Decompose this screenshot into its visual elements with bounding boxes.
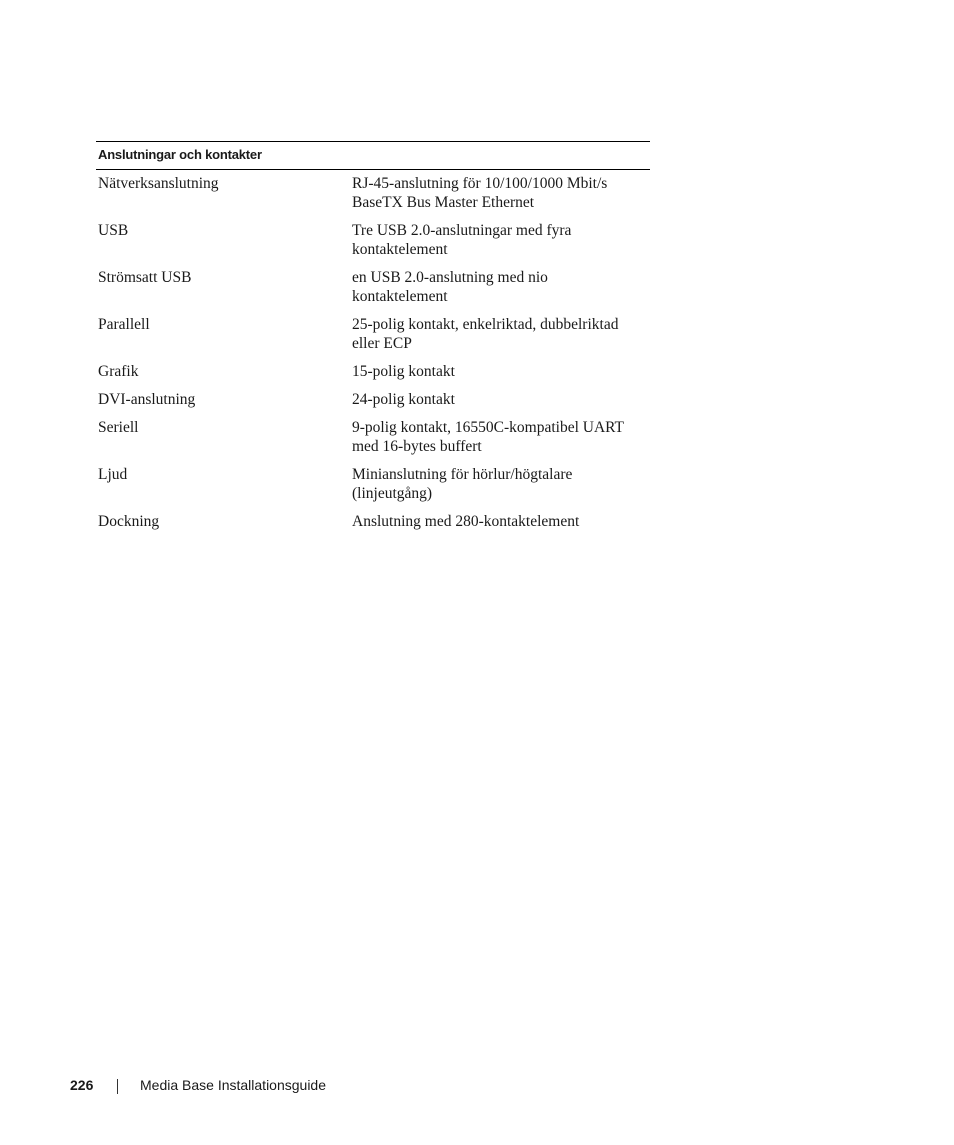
footer-separator [117, 1079, 118, 1094]
row-label: DVI-anslutning [98, 391, 196, 408]
row-label: Seriell [98, 419, 139, 436]
row-value-line: kontaktelement [352, 241, 448, 258]
table-row [96, 418, 650, 465]
row-value-line: eller ECP [352, 335, 412, 352]
row-value-line: 15-polig kontakt [352, 363, 455, 380]
table-header-row [96, 142, 650, 170]
table-row [96, 465, 650, 512]
row-value [350, 418, 650, 465]
row-value [350, 512, 650, 540]
page-number: 226 [70, 1077, 94, 1093]
table-row [96, 268, 650, 315]
table-row [96, 170, 650, 222]
row-value [350, 268, 650, 315]
row-value [350, 315, 650, 362]
table-row [96, 390, 650, 418]
row-value-line: BaseTX Bus Master Ethernet [352, 194, 535, 211]
table-row [96, 221, 650, 268]
table-row [96, 512, 650, 540]
row-label: USB [98, 222, 129, 239]
row-label: Grafik [98, 363, 139, 380]
row-value-line: en USB 2.0-anslutning med nio [352, 269, 548, 286]
row-label: Nätverksanslutning [98, 175, 219, 192]
row-value-line: med 16-bytes buffert [352, 438, 482, 455]
row-value [350, 362, 650, 390]
row-value-line: kontaktelement [352, 288, 448, 305]
row-value-line: (linjeutgång) [352, 485, 433, 502]
row-label: Ljud [98, 466, 128, 483]
row-value [350, 221, 650, 268]
row-value-line: Tre USB 2.0-anslutningar med fyra [352, 222, 572, 239]
row-label: Strömsatt USB [98, 269, 192, 286]
document-title: Media Base Installationsguide [140, 1077, 327, 1093]
row-value [350, 465, 650, 512]
table-row [96, 362, 650, 390]
row-value-line: Anslutning med 280-kontaktelement [352, 513, 580, 530]
connectors-spec-table [96, 141, 650, 540]
row-value-line: RJ-45-anslutning för 10/100/1000 Mbit/s [352, 175, 608, 192]
table-header: Anslutningar och kontakter [96, 142, 650, 170]
row-value-line: Minianslutning för hörlur/högtalare [352, 466, 573, 483]
row-label: Dockning [98, 513, 160, 530]
row-value [350, 170, 650, 222]
row-label: Parallell [98, 316, 150, 333]
table-row [96, 315, 650, 362]
row-value-line: 24-polig kontakt [352, 391, 455, 408]
row-value [350, 390, 650, 418]
row-value-line: 9-polig kontakt, 16550C-kompatibel UART [352, 419, 625, 436]
row-value-line: 25-polig kontakt, enkelriktad, dubbelriktad [352, 316, 619, 333]
